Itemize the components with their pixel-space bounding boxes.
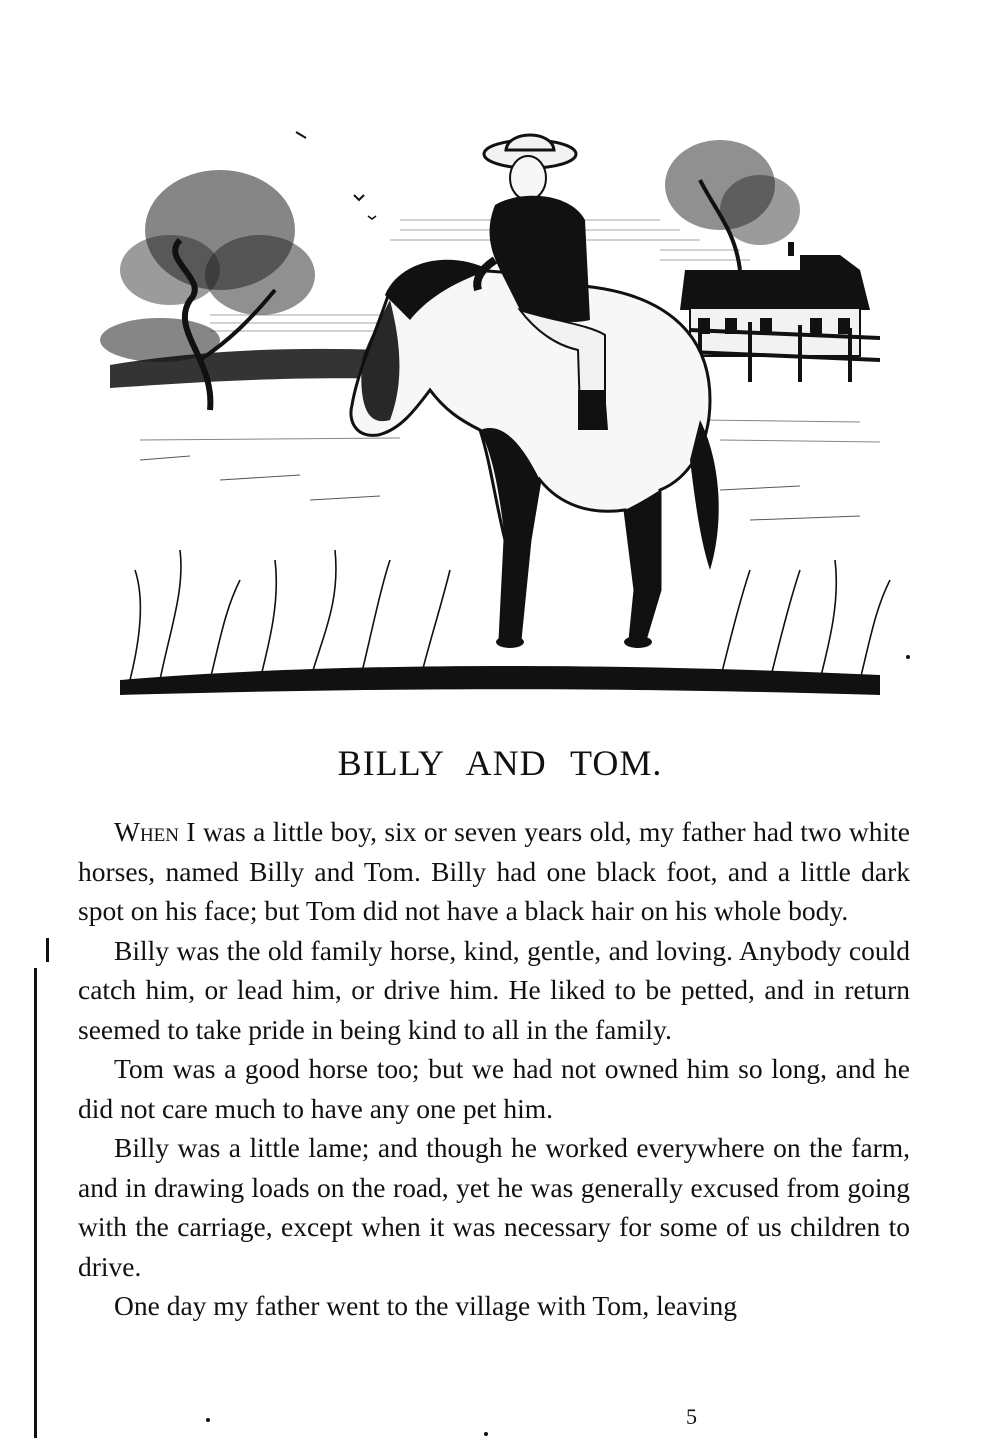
paragraph-1 (78, 812, 910, 931)
binding-mark (46, 938, 49, 962)
paragraph-2 (78, 931, 910, 1050)
speck (206, 1418, 210, 1422)
farmhouse (680, 242, 870, 356)
paragraph-text: Tom was a good horse too; but we had not owned him so long, and he did not care much to have any one pet him. (78, 1053, 910, 1124)
chapter-title: BILLY AND TOM. (337, 743, 663, 783)
drop-word: When (114, 816, 180, 847)
binding-rule (34, 968, 37, 1438)
paragraph-text: Billy was a little lame; and though he worked everywhere on the farm, and in drawing loads on the road, yet he was generally excused from going with the carriage, except when it was necessary for some of us children to drive. (78, 1132, 910, 1282)
story-text (78, 812, 910, 1326)
paragraph-3 (78, 1049, 910, 1128)
paragraph-text: Billy was the old family horse, kind, gentle, and loving. Anybody could catch him, or lead him, or drive him. He liked to be petted, and in return seemed to take pride in being kind to all in the family. (78, 934, 910, 1045)
paragraph-text: I was a little boy, six or seven years old, my father had two white horses, named Billy and Tom. Billy had one black foot, and a little dark spot on his face; but Tom did not have a black hair on his whole body. (78, 816, 910, 926)
page-number: 5 (686, 1404, 697, 1429)
engraving-image (100, 120, 920, 710)
speck (484, 1432, 488, 1436)
paragraph-5 (78, 1286, 910, 1326)
speck (906, 655, 910, 659)
horse-boy-illustration (100, 120, 920, 710)
paragraph-text: One day my father went to the village with Tom, leaving (114, 1290, 738, 1321)
paragraph-4 (78, 1128, 910, 1286)
